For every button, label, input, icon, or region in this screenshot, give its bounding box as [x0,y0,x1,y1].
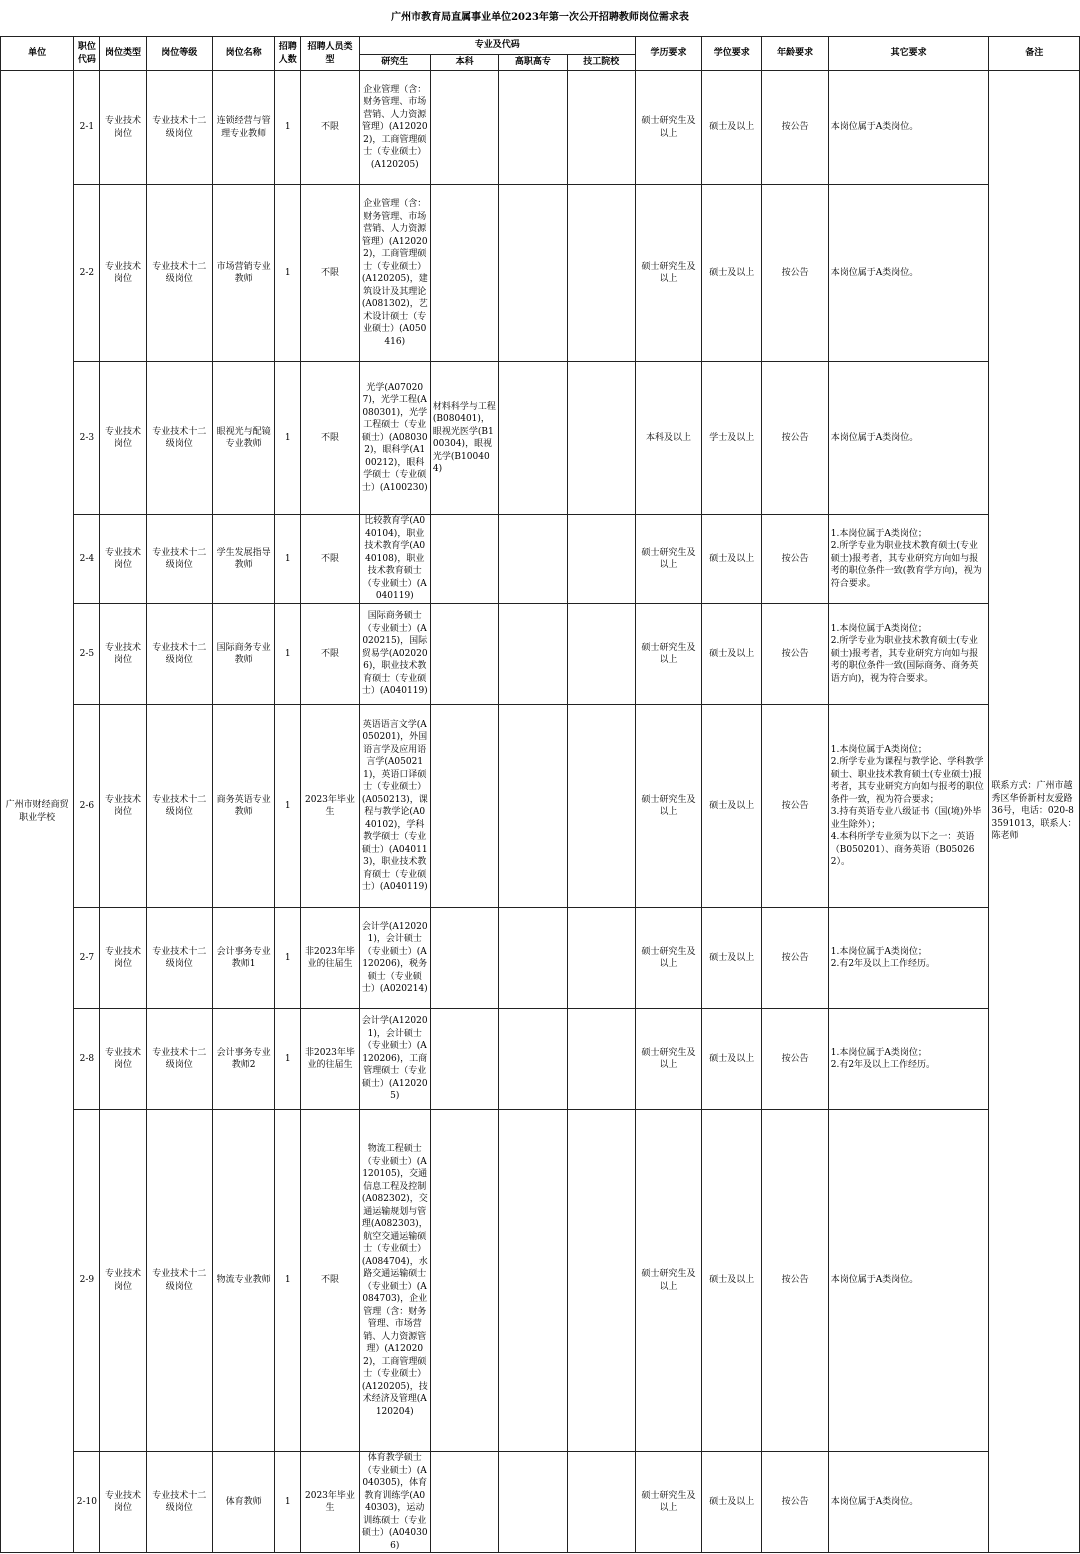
header-education: 学历要求 [635,37,701,71]
cell-graduate-major: 企业管理（含：财务管理、市场营销、人力资源管理）(A120202)，工商管理硕士（专业硕士）(A120205) [359,71,430,185]
cell-graduate-major: 比较教育学(A040104)，职业技术教育学(A040108)，职业技术教育硕士（专业硕士）(A040119) [359,515,430,604]
table-row [1,908,1080,1009]
cell-other: 本岗位属于A类岗位。 [828,1110,989,1452]
table-row [1,1009,1080,1110]
cell-age: 按公告 [762,71,828,185]
header-major: 专业及代码 [359,37,635,55]
header-other: 其它要求 [828,37,989,71]
cell-vocational-major [499,362,567,515]
cell-age: 按公告 [762,1110,828,1452]
cell-education: 硕士研究生及以上 [635,604,701,705]
cell-technical-major [567,1110,635,1452]
cell-age: 按公告 [762,1452,828,1553]
header-bachelor: 本科 [430,55,498,71]
cell-age: 按公告 [762,185,828,362]
cell-count: 1 [275,1110,301,1452]
header-name: 岗位名称 [212,37,274,71]
cell-grade: 专业技术十二级岗位 [146,362,212,515]
cell-name: 市场营销专业教师 [212,185,274,362]
cell-education: 硕士研究生及以上 [635,185,701,362]
cell-graduate-major: 会计学(A120201)，会计硕士（专业硕士）(A120206)，工商管理硕士（专业硕士）(A120205) [359,1009,430,1110]
cell-name: 会计事务专业教师1 [212,908,274,1009]
cell-other: 本岗位属于A类岗位。 [828,362,989,515]
cell-vocational-major [499,1009,567,1110]
cell-education: 硕士研究生及以上 [635,908,701,1009]
cell-grade: 专业技术十二级岗位 [146,908,212,1009]
cell-other: 1.本岗位属于A类岗位； 2.所学专业为职业技术教育硕士(专业硕士)报考者，其专业研究方向如与报考的职位条件一致(国际商务、商务英语方向)，视为符合要求。 [828,604,989,705]
cell-name: 国际商务专业教师 [212,604,274,705]
cell-grade: 专业技术十二级岗位 [146,1452,212,1553]
cell-name: 商务英语专业教师 [212,705,274,908]
cell-count: 1 [275,908,301,1009]
cell-grade: 专业技术十二级岗位 [146,71,212,185]
cell-person-type: 非2023年毕业的往届生 [301,1009,359,1110]
cell-bachelor-major [430,1009,498,1110]
cell-count: 1 [275,1009,301,1110]
cell-graduate-major: 光学(A070207)，光学工程(A080301)，光学工程硕士（专业硕士）(A080302)，眼科学(A100212)，眼科学硕士（专业硕士）(A100230) [359,362,430,515]
cell-type: 专业技术岗位 [100,71,146,185]
cell-code: 2-8 [74,1009,100,1110]
cell-other: 1.本岗位属于A类岗位； 2.有2年及以上工作经历。 [828,908,989,1009]
table-row [1,71,1080,185]
cell-technical-major [567,362,635,515]
cell-count: 1 [275,185,301,362]
cell-grade: 专业技术十二级岗位 [146,1110,212,1452]
cell-person-type: 非2023年毕业的往届生 [301,908,359,1009]
cell-other: 1.本岗位属于A类岗位； 2.有2年及以上工作经历。 [828,1009,989,1110]
cell-code: 2-3 [74,362,100,515]
cell-age: 按公告 [762,515,828,604]
cell-type: 专业技术岗位 [100,1110,146,1452]
table-row [1,1110,1080,1452]
cell-degree: 硕士及以上 [702,185,762,362]
cell-code: 2-5 [74,604,100,705]
cell-type: 专业技术岗位 [100,1452,146,1553]
cell-age: 按公告 [762,705,828,908]
cell-bachelor-major [430,705,498,908]
header-graduate: 研究生 [359,55,430,71]
cell-education: 硕士研究生及以上 [635,705,701,908]
cell-grade: 专业技术十二级岗位 [146,604,212,705]
cell-vocational-major [499,1452,567,1553]
cell-name: 连锁经营与管理专业教师 [212,71,274,185]
header-degree: 学位要求 [702,37,762,71]
cell-person-type: 2023年毕业生 [301,1452,359,1553]
cell-type: 专业技术岗位 [100,362,146,515]
cell-age: 按公告 [762,1009,828,1110]
table-row [1,705,1080,908]
cell-bachelor-major [430,908,498,1009]
cell-count: 1 [275,705,301,908]
page-title: 广州市教育局直属事业单位2023年第一次公开招聘教师岗位需求表 [391,12,689,23]
cell-education: 本科及以上 [635,362,701,515]
cell-vocational-major [499,71,567,185]
cell-person-type: 不限 [301,362,359,515]
unit-cell: 广州市财经商贸职业学校 [1,71,74,1553]
cell-degree: 硕士及以上 [702,71,762,185]
cell-code: 2-7 [74,908,100,1009]
cell-technical-major [567,908,635,1009]
cell-graduate-major: 物流工程硕士（专业硕士）(A120105)，交通信息工程及控制(A082302)，交通运输规划与管理(A082303)，航空交通运输硕士（专业硕士）(A084704)，水路交通运输硕士（专业硕士）(A084703)，企业管理（含：财务管理、市场营销、人力资源管理）(A120202)，工商管理硕士（专业硕士）(A120205)，技术经济及管理(A120204) [359,1110,430,1452]
cell-bachelor-major: 材料科学与工程(B080401)，眼视光医学(B100304)，眼视光学(B100404) [430,362,498,515]
cell-vocational-major [499,1110,567,1452]
cell-vocational-major [499,185,567,362]
table-row [1,185,1080,362]
cell-graduate-major: 会计学(A120201)，会计硕士（专业硕士）(A120206)，税务硕士（专业硕士）(A020214) [359,908,430,1009]
cell-other: 本岗位属于A类岗位。 [828,71,989,185]
cell-count: 1 [275,604,301,705]
header-type: 岗位类型 [100,37,146,71]
cell-code: 2-4 [74,515,100,604]
cell-person-type: 不限 [301,185,359,362]
cell-type: 专业技术岗位 [100,515,146,604]
cell-degree: 硕士及以上 [702,1110,762,1452]
cell-degree: 学士及以上 [702,362,762,515]
cell-vocational-major [499,515,567,604]
cell-grade: 专业技术十二级岗位 [146,705,212,908]
cell-name: 会计事务专业教师2 [212,1009,274,1110]
cell-type: 专业技术岗位 [100,705,146,908]
cell-technical-major [567,185,635,362]
header-count: 招聘人数 [275,37,301,71]
cell-name: 眼视光与配镜专业教师 [212,362,274,515]
cell-vocational-major [499,604,567,705]
cell-bachelor-major [430,1110,498,1452]
cell-technical-major [567,604,635,705]
cell-degree: 硕士及以上 [702,1009,762,1110]
header-note: 备注 [989,37,1080,71]
header-person-type: 招聘人员类型 [301,37,359,71]
cell-age: 按公告 [762,908,828,1009]
header-technical-school: 技工院校 [567,55,635,71]
cell-education: 硕士研究生及以上 [635,1110,701,1452]
table-row [1,515,1080,604]
cell-name: 物流专业教师 [212,1110,274,1452]
cell-technical-major [567,1009,635,1110]
cell-degree: 硕士及以上 [702,604,762,705]
cell-code: 2-9 [74,1110,100,1452]
cell-technical-major [567,705,635,908]
cell-grade: 专业技术十二级岗位 [146,1009,212,1110]
cell-technical-major [567,71,635,185]
cell-age: 按公告 [762,604,828,705]
cell-bachelor-major [430,1452,498,1553]
cell-other: 本岗位属于A类岗位。 [828,185,989,362]
cell-other: 1.本岗位属于A类岗位； 2.所学专业为课程与教学论、学科教学硕士、职业技术教育硕士(专业硕士)报考者，其专业研究方向如与报考的职位条件一致，视为符合要求； 3.持有英语专业八级证书（国(境)外毕业生除外）； 4.本科所学专业须为以下之一：英语（B050201）、商务英语（B050262）。 [828,705,989,908]
cell-age: 按公告 [762,362,828,515]
cell-count: 1 [275,1452,301,1553]
header-grade: 岗位等级 [146,37,212,71]
cell-count: 1 [275,515,301,604]
cell-education: 硕士研究生及以上 [635,71,701,185]
table-row [1,604,1080,705]
table-row [1,1452,1080,1553]
note-cell: 联系方式：广州市越秀区华侨新村友爱路36号，电话：020-83591013，联系人：陈老师 [989,71,1080,1553]
cell-person-type: 不限 [301,1110,359,1452]
cell-code: 2-2 [74,185,100,362]
cell-type: 专业技术岗位 [100,185,146,362]
cell-degree: 硕士及以上 [702,515,762,604]
cell-technical-major [567,515,635,604]
cell-other: 1.本岗位属于A类岗位； 2.所学专业为职业技术教育硕士(专业硕士)报考者，其专业研究方向如与报考的职位条件一致(教育学方向)，视为符合要求。 [828,515,989,604]
cell-vocational-major [499,705,567,908]
cell-vocational-major [499,908,567,1009]
cell-person-type: 不限 [301,71,359,185]
cell-education: 硕士研究生及以上 [635,515,701,604]
cell-code: 2-6 [74,705,100,908]
cell-degree: 硕士及以上 [702,1452,762,1553]
cell-degree: 硕士及以上 [702,908,762,1009]
cell-education: 硕士研究生及以上 [635,1452,701,1553]
recruitment-table [0,36,1080,1553]
header-unit: 单位 [1,37,74,71]
cell-education: 硕士研究生及以上 [635,1009,701,1110]
cell-bachelor-major [430,71,498,185]
header-code: 职位代码 [74,37,100,71]
cell-count: 1 [275,362,301,515]
cell-code: 2-1 [74,71,100,185]
cell-name: 体育教师 [212,1452,274,1553]
cell-other: 本岗位属于A类岗位。 [828,1452,989,1553]
cell-type: 专业技术岗位 [100,1009,146,1110]
cell-bachelor-major [430,604,498,705]
cell-person-type: 不限 [301,604,359,705]
cell-bachelor-major [430,515,498,604]
cell-person-type: 2023年毕业生 [301,705,359,908]
cell-graduate-major: 企业管理（含：财务管理、市场营销、人力资源管理）(A120202)，工商管理硕士（专业硕士）(A120205)，建筑设计及其理论(A081302)，艺术设计硕士（专业硕士）(A050416) [359,185,430,362]
cell-type: 专业技术岗位 [100,908,146,1009]
table-row [1,362,1080,515]
cell-person-type: 不限 [301,515,359,604]
header-age: 年龄要求 [762,37,828,71]
cell-type: 专业技术岗位 [100,604,146,705]
cell-graduate-major: 国际商务硕士（专业硕士）(A020215)，国际贸易学(A020206)，职业技术教育硕士（专业硕士）(A040119) [359,604,430,705]
header-vocational-college: 高职高专 [499,55,567,71]
cell-grade: 专业技术十二级岗位 [146,185,212,362]
cell-count: 1 [275,71,301,185]
cell-graduate-major: 体育教学硕士（专业硕士）(A040305)，体育教育训练学(A040303)，运动训练硕士（专业硕士）(A040306) [359,1452,430,1553]
cell-code: 2-10 [74,1452,100,1553]
cell-graduate-major: 英语语言文学(A050201)，外国语言学及应用语言学(A050211)，英语口译硕士（专业硕士）(A050213)，课程与教学论(A040102)，学科教学硕士（专业硕士）(A040113)，职业技术教育硕士（专业硕士）(A040119) [359,705,430,908]
cell-name: 学生发展指导教师 [212,515,274,604]
cell-bachelor-major [430,185,498,362]
cell-technical-major [567,1452,635,1553]
cell-degree: 硕士及以上 [702,705,762,908]
cell-grade: 专业技术十二级岗位 [146,515,212,604]
